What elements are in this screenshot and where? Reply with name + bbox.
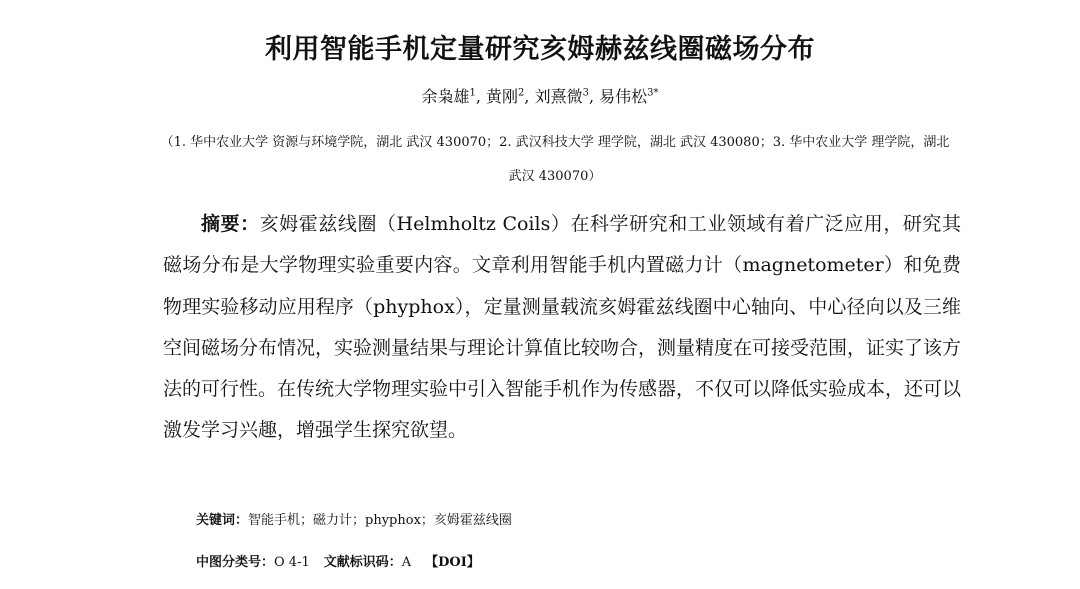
author-separator: , bbox=[475, 87, 487, 106]
author-affil-mark: 3 bbox=[582, 87, 589, 99]
keywords-label: 关键词： bbox=[196, 513, 249, 528]
author-name: 易伟松 bbox=[599, 87, 648, 106]
abstract-text: 亥姆霍兹线圈（Helmholtz Coils）在科学研究和工业领域有着广泛应用，研究其磁场分布是大学物理实验重要内容。文章利用智能手机内置磁力计（magnetometer）和免费物理实验移动应用程序（phyphox），定量测量载流亥姆霍兹线圈中心轴向、中心径向以及三维空间磁场分布情况，实验测量结果与理论计算值比较吻合，测量精度在可接受范围，证实了该方法的可行性。在传统大学物理实验中引入智能手机作为传感器，不仅可以降低实验成本，还可以激发学习兴趣，增强学生探究欲望。 bbox=[163, 213, 962, 442]
doi-marker: 【DOI】 bbox=[425, 555, 480, 570]
author bbox=[486, 87, 535, 106]
author-name: 刘熹微 bbox=[534, 87, 583, 106]
author-affil-mark: 3* bbox=[647, 87, 659, 99]
affiliations: （1. 华中农业大学 资源与环境学院，湖北 武汉 430070；2. 武汉科技大学 理学院，湖北 武汉 430080；3. 华中农业大学 理学院，湖北 武汉 430070） bbox=[160, 135, 950, 184]
keywords bbox=[196, 509, 512, 533]
author-name: 余枭雄 bbox=[421, 87, 470, 106]
paper-title: 利用智能手机定量研究亥姆赫兹线圈磁场分布 bbox=[265, 34, 815, 65]
author-list bbox=[0, 84, 1080, 110]
keywords-text: 智能手机；磁力计；phyphox；亥姆霍兹线圈 bbox=[248, 513, 512, 528]
doc-code-value: A bbox=[401, 555, 412, 570]
author bbox=[535, 87, 600, 106]
clc-value: O 4-1 bbox=[274, 555, 310, 570]
doc-code-label: 文献标识码： bbox=[323, 555, 402, 570]
clc-label: 中图分类号： bbox=[196, 555, 275, 570]
author-separator: , bbox=[524, 87, 535, 106]
abstract-label: 摘要： bbox=[201, 213, 260, 235]
author-affil-mark: 1 bbox=[469, 87, 476, 99]
author bbox=[421, 87, 486, 106]
abstract bbox=[163, 204, 961, 452]
author bbox=[599, 87, 658, 106]
author-separator: , bbox=[588, 87, 600, 106]
author-name: 黄刚 bbox=[486, 87, 519, 106]
author-affil-mark: 2 bbox=[518, 87, 525, 99]
classification-line bbox=[196, 551, 480, 575]
